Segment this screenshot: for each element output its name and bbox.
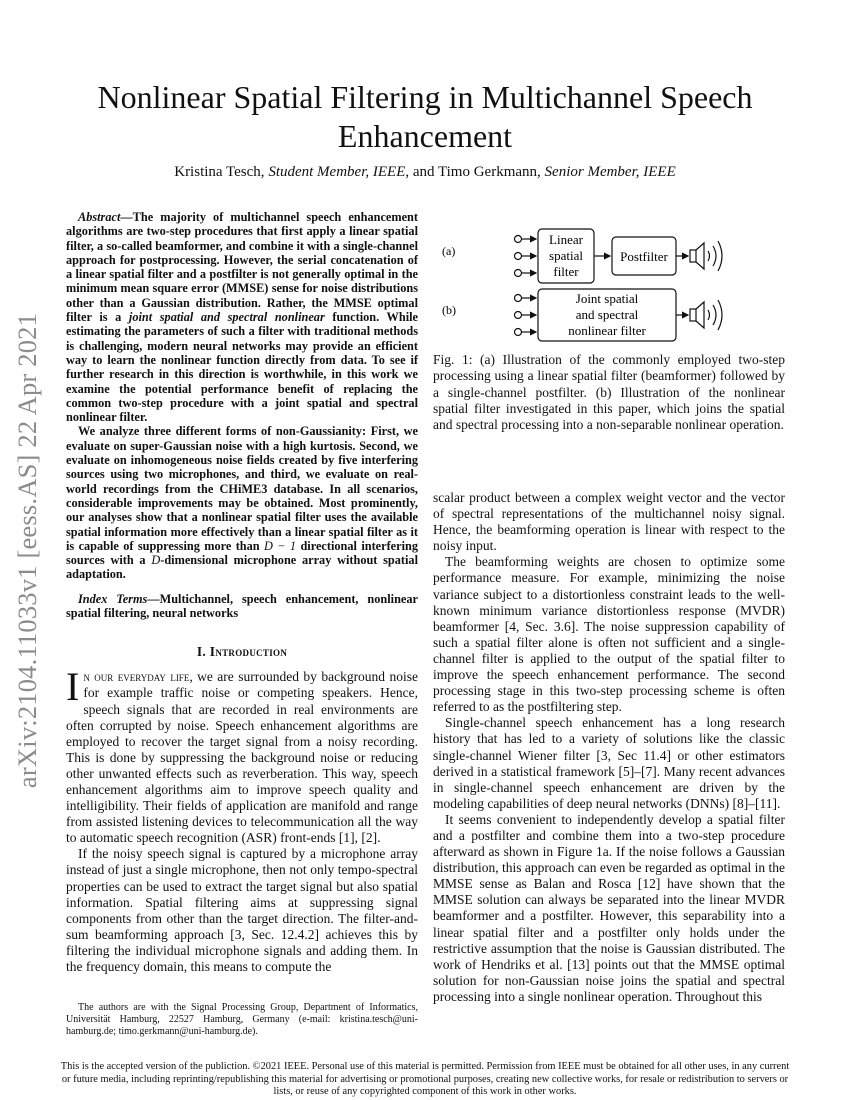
index-terms [66, 592, 418, 621]
author-role-2: Senior Member, IEEE [544, 164, 676, 180]
abstract [66, 210, 418, 582]
author-line [60, 164, 790, 181]
index-terms-text: —Multichannel, speech enhancement, nonlinear spatial filtering, neural networks [66, 591, 418, 621]
linear-filter-label-line-2: spatial [549, 248, 583, 263]
abstract-text: function. While estimating the parameters of such a filter with traditional methods is challenging, modern neural networks may provide an efficient way to learn the nonlinear function directly from data. To see if further research in this direction is worthwhile, in this work we examine the potential performance benefit of replacing the common two-step procedure with a joint spatial and spectral nonlinear filter. [66, 310, 418, 425]
abstract-text: We analyze three different forms of non-Gaussianity: First, we evaluate on super-Gaussian noise with a high kurtosis. Second, we evaluate on inhomogeneous noise fields created by five interfering sources using two microphones, and third, we evaluate on real-world recordings from the CHiME3 database. In all scenarios, considerable improvements may be obtained. Most prominently, our analyses show that a nonlinear spatial filter uses the available spatial information more effectively than a linear spatial filter as it is capable of suppressing more than [66, 424, 418, 553]
author-role-1: Student Member, IEEE [268, 164, 406, 180]
speaker-icon [690, 300, 722, 330]
right-paragraph-1: scalar product between a complex weight vector and the vector of spectral representations of the multichannel noisy signal. Hence, the beamforming operation is linear with respect to the noisy input. [433, 490, 785, 554]
author-name-1: Kristina Tesch, [174, 164, 265, 180]
joint-filter-label-line-3: nonlinear filter [568, 323, 646, 338]
speaker-icon [690, 241, 722, 271]
drop-cap: I [66, 664, 80, 710]
intro-paragraph-2: If the noisy speech signal is captured by a microphone array instead of just a single microphone, then not only tempo-spectral properties can be used to extract the target signal but also spatial information. Spatial filtering aims at suppressing signal components from other than the target direction. The filter-and-sum beamforming approach [3, Sec. 12.4.2] achieves this by filtering the individual microphone signals and adding them. In the frequency domain, this means to compute the [66, 846, 418, 974]
joint-filter-label-line-2: and spectral [575, 307, 639, 322]
intro-text: we are surrounded by background noise for example traffic noise or competing speakers. Hence, speech signals that are recorded in real environments are often corrupted by noise. Speech enhancement algorithms are employed to recover the target signal from a noisy recording. This is done by suppressing the background noise or reducing other unwanted effects such as reverberation. This way, speech enhancement algorithms aim to improve speech quality and intelligibility. Their fields of application are manifold and range from assisted listening devices to telecommunication all the way to automatic speech recognition (ASR) front-ends [1], [2]. [66, 669, 418, 846]
joint-filter-label-line-1: Joint spatial [575, 291, 639, 306]
abstract-text: -dimensional microphone array without spatial adaptation. [66, 553, 418, 582]
arxiv-id-text: arXiv:2104.11033v1 [eess.AS] 22 Apr 2021 [12, 312, 43, 788]
author-affiliation-footnote: The authors are with the Signal Processing Group, Department of Informatics, Universität Hamburg, 22527 Hamburg, Germany (e-mail: kristina.tesch@uni-hamburg.de; timo.gerkmann@uni-hamburg.de). [66, 1002, 418, 1037]
right-paragraph-4: It seems convenient to independently develop a spatial filter and a postfilter and combine them into a two-step procedure afterward as shown in Figure 1a. If the noise follows a Gaussian distribution, this approach can even be regarded as optimal in the MMSE sense as Balan and Rosca [12] have shown that the MMSE solution can always be separated into the linear MVDR beamformer and a postfilter. However, this separability into a linear spatial filter and a postfilter only holds under the restrictive assumption that the noise is Gaussian distributed. The work of Hendriks et al. [13] points out that the MMSE optimal solution for non-Gaussian noise joins the spatial and spectral processing into a single nonlinear operation. Throughout this [433, 811, 786, 1004]
abstract-paragraph-2 [66, 424, 418, 581]
section-number: I. [196, 644, 210, 660]
microphone-inputs-a [515, 236, 537, 277]
paper-title: Nonlinear Spatial Filtering in Multichannel Speech Enhancement [97, 79, 753, 154]
math-expression: D − 1 [264, 538, 297, 553]
abstract-paragraph-1 [66, 210, 418, 424]
intro-lead-words: n our everyday life, [83, 669, 193, 685]
author-joiner: , and Timo Gerkmann, [405, 164, 541, 180]
index-terms-label: Index Terms [78, 591, 148, 606]
intro-paragraph-1 [66, 664, 418, 846]
microphone-inputs-b [515, 295, 537, 336]
figure-1-svg [438, 227, 783, 347]
abstract-text: directional interfering sources with a [66, 538, 418, 568]
section-heading-introduction [66, 644, 418, 660]
abstract-text: —The majority of multichannel speech enhancement algorithms are two-step procedures that first apply a linear spatial filter, a so-called beamformer, and combine it with a single-channel approach for postprocessing. However, the serial concatenation of a linear spatial filter and a postfilter is not generally optimal in the minimum mean square error (MMSE) sense for noise distributions other than a Gaussian distribution. Rather, the MMSE optimal filter is a [66, 210, 418, 325]
section-title: Introduction [209, 644, 288, 660]
left-column [66, 210, 418, 975]
right-paragraph-2: The beamforming weights are chosen to optimize some performance measure. For example, minimizing the noise variance subject to a distortionless constraint leads to the well-known minimum variance distortionless response (MVDR) beamformer [4, Sec. 3.6]. The noise suppression capability of such a spatial filter alone is often not sufficient and a single-channel filter is applied to the output of the spatial filter to improve the speech enhancement performance. The second processing stage in this two-step processing scheme is often referred to as the postfiltering step. [433, 554, 785, 715]
postfilter-label: Postfilter [620, 249, 668, 264]
figure-1-diagram [438, 227, 783, 347]
right-column [433, 490, 785, 1005]
abstract-label: Abstract [78, 210, 121, 224]
ieee-license-notice: This is the accepted version of the publiction. ©2021 IEEE. Personal use of this material is permitted. Permission from IEEE must be obtained for all other uses, in any current or future media, including reprinting/republishing this material for advertising or promotional purposes, creating new collective works, for resale or redistribution to servers or lists, or reuse of any copyrighted component of this work in other works. [60, 1061, 790, 1097]
linear-filter-label-line-1: Linear [549, 232, 583, 247]
arxiv-identifier-stamp [8, 290, 48, 810]
linear-filter-label-line-3: filter [553, 264, 579, 279]
figure-1-caption: Fig. 1: (a) Illustration of the commonly employed two-step processing using a linear spatial filter (beamformer) followed by a single-channel postfilter. (b) Illustration of the nonlinear spatial filter investigated in this paper, which joins the spatial and spectral processing into a non-separable nonlinear operation. [433, 352, 785, 433]
abstract-emphasis: joint spatial and spectral nonlinear [128, 310, 325, 325]
right-paragraph-3: Single-channel speech enhancement has a long research history that has led to a variety of solutions like the classic single-channel Wiener filter [3, Sec 11.4] or other estimators derived in a statistical framework [5]–[7]. Many recent advances in single-channel speech enhancement are driven by the modeling capabilities of deep neural networks (DNNs) [8]–[11]. [433, 715, 785, 811]
figure-label-b: (b) [442, 303, 456, 317]
figure-label-a: (a) [442, 244, 456, 258]
math-expression: D [151, 553, 161, 568]
